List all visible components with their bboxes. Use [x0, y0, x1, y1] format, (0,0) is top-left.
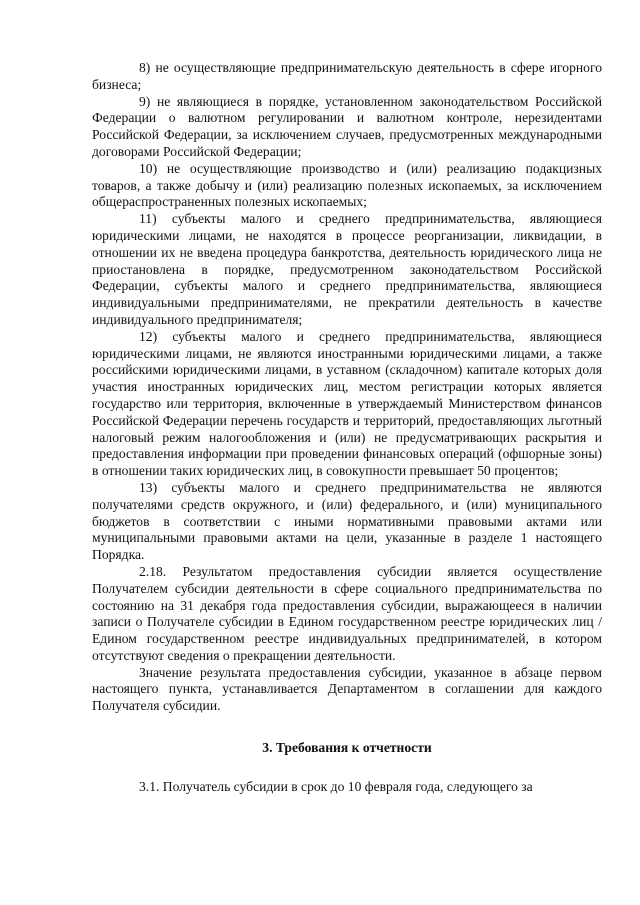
- section-heading: 3. Требования к отчетности: [262, 740, 432, 756]
- paragraph-3-1: 3.1. Получатель субсидии в срок до 10 февраля года, следующего за: [139, 778, 533, 794]
- paragraph-item-12: 12) субъекты малого и среднего предпринимательства, являющиеся юридическими лицами, не являются иностранными юридическими лицами, а также российскими юридическими лицами, в уставном (складочном) капитале которых доля участия иностранных юридических лиц, местом регистрации которых является государство или территория, включенные в утверждаемый Министерством финансов Российской Федерации перечень государств и территорий, предоставляющих льготный налоговый режим налогообложения и (или) не предусматривающих раскрытия и предоставления информации при проведении финансовых операций (офшорные зоны) в отношении таких юридических лиц, в совокупности превышает 50 процентов;: [92, 328, 602, 479]
- paragraph-item-8: 8) не осуществляющие предпринимательскую деятельность в сфере игорного бизнеса;: [92, 60, 602, 92]
- paragraph-item-13: 13) субъекты малого и среднего предпринимательства не являются получателями средств окружного, и (или) федерального, и (или) муниципального бюджетов в соответствии с иными нормативными правовыми актами или муниципальными правовыми актами на цели, указанные в разделе 1 настоящего Порядка.: [92, 479, 602, 563]
- paragraph-item-11: 11) субъекты малого и среднего предпринимательства, являющиеся юридическими лицами, не находятся в процессе реорганизации, ликвидации, в отношении их не введена процедура банкротства, деятельность юридического лица не приостановлена в порядке, предусмотренном законодательством Российской Федерации, субъекты малого и среднего предпринимательства, являющиеся индивидуальными предпринимателями, не прекратили деятельность в качестве индивидуального предпринимателя;: [92, 211, 602, 327]
- paragraph-2-18: 2.18. Результатом предоставления субсидии является осуществление Получателем субсидии деятельности в сфере социального предпринимательства по состоянию на 31 декабря года предоставления субсидии, выражающееся в наличии записи о Получателе субсидии в Едином государственном реестре юридических лиц / Едином государственном реестре индивидуальных предпринимателей, в котором отсутствуют сведения о прекращении деятельности.: [92, 563, 602, 663]
- document-body: [92, 60, 602, 796]
- paragraph-item-10: 10) не осуществляющие производство и (или) реализацию подакцизных товаров, а также добычу и (или) реализацию полезных ископаемых, за исключением общераспространенных полезных ископаемых;: [92, 160, 602, 210]
- paragraph-result-value: Значение результата предоставления субсидии, указанное в абзаце первом настоящего пункта, устанавливается Департаментом в соглашении для каждого Получателя субсидии.: [92, 664, 602, 714]
- paragraph-item-9: 9) не являющиеся в порядке, установленном законодательством Российской Федерации о валютном регулировании и валютном контроле, нерезидентами Российской Федерации, за исключением случаев, предусмотренных международными договорами Российской Федерации;: [92, 93, 602, 159]
